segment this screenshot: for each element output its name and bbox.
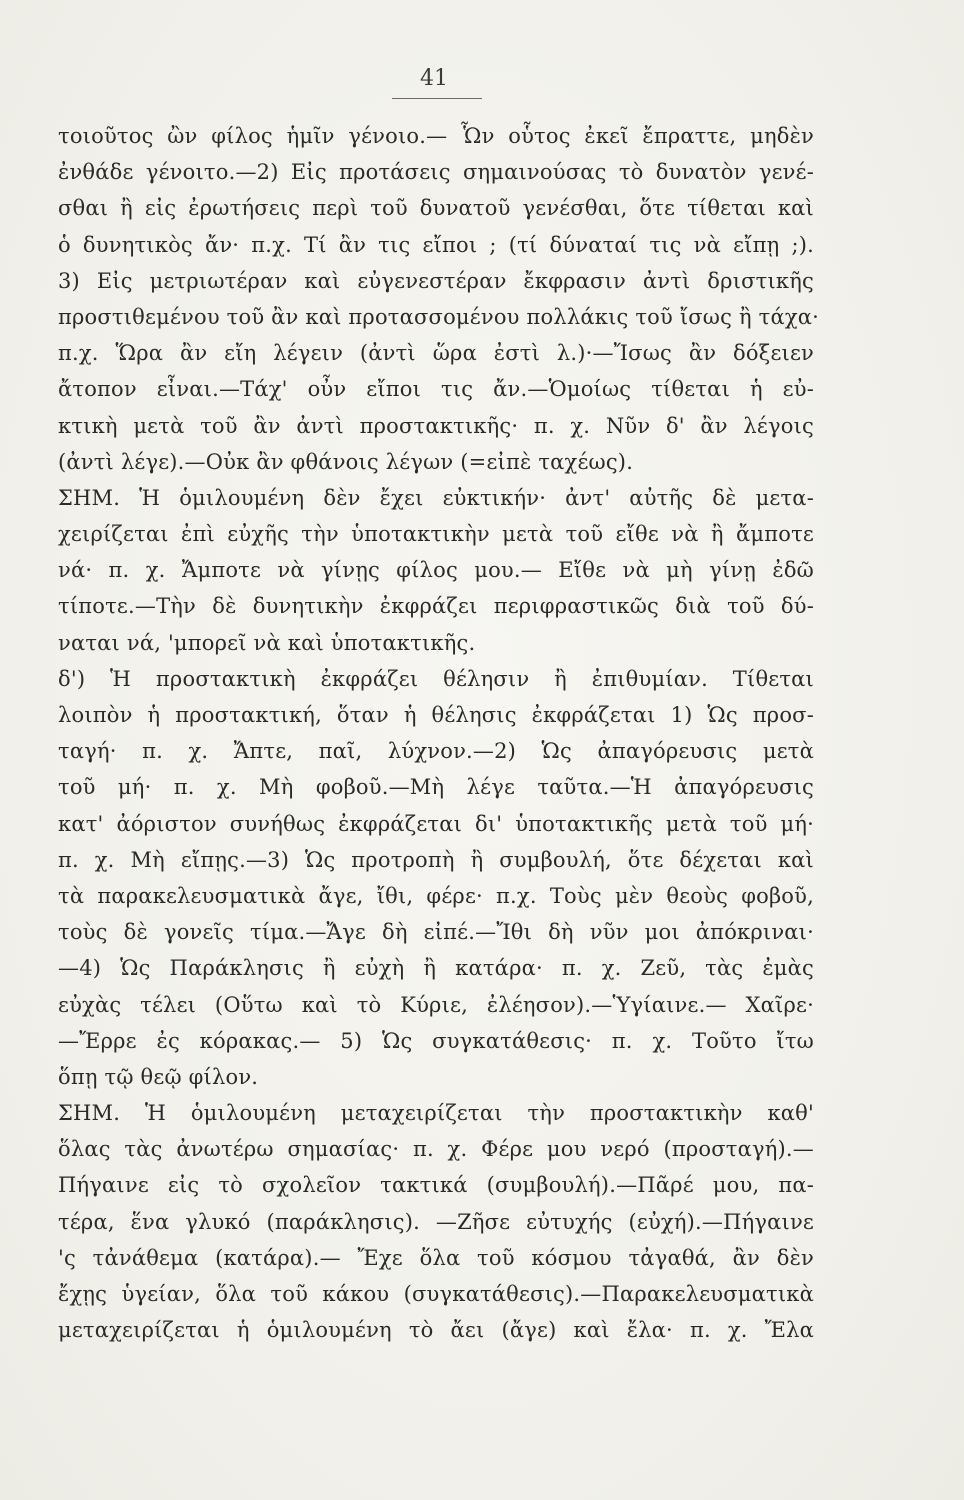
text-line: κτικὴ μετὰ τοῦ ἂν ἀντὶ προστακτικῆς· π. χ. Νῦν δ' ἂν λέγοις: [58, 413, 814, 438]
text-line: ναται νά, 'μπορεῖ νὰ καὶ ὑποτακτικῆς.: [58, 630, 476, 655]
text-line: τοῦ μή· π. χ. Μὴ φοβοῦ.—Μὴ λέγε ταῦτα.—Ἡ ἀπαγόρευσις: [58, 775, 814, 800]
text-line: μεταχειρίζεται ἡ ὁμιλουμένη τὸ ἄει (ἄγε) καὶ ἔλα· π. χ. Ἔλα: [58, 1318, 814, 1343]
text-line: λοιπὸν ἡ προστακτική, ὅταν ἡ θέλησις ἐκφράζεται 1) Ὡς προσ-: [58, 703, 814, 727]
text-line: χειρίζεται ἐπὶ εὐχῆς τὴν ὑποτακτικὴν μετὰ τοῦ εἴθε νὰ ἢ ἄμποτε: [58, 522, 814, 547]
text-line: ἄτοπον εἶναι.—Τάχ' οὖν εἴποι τις ἄν.—Ὁμοίως τίθεται ἡ εὐ-: [58, 377, 814, 402]
text-line: —Ἔρρε ἐς κόρακας.— 5) Ὡς συγκατάθεσις· π. χ. Τοῦτο ἴτω: [58, 1028, 814, 1053]
text-line: ἐνθάδε γένοιτο.—2) Εἰς προτάσεις σημαινούσας τὸ δυνατὸν γενέ-: [58, 160, 814, 185]
text-line: κατ' ἀόριστον συνήθως ἐκφράζεται δι' ὑποτακτικῆς μετὰ τοῦ μή·: [58, 811, 814, 836]
page-number-rule: [392, 98, 482, 99]
text-line: —4) Ὡς Παράκλησις ἢ εὐχὴ ἢ κατάρα· π. χ. Ζεῦ, τὰς ἐμὰς: [58, 956, 814, 981]
text-line: τοιοῦτος ὢν φίλος ἡμῖν γένοιο.— Ὧν οὗτος ἐκεῖ ἔπραττε, μηδὲν: [58, 124, 814, 148]
text-line: (ἀντὶ λέγε).—Οὐκ ἂν φθάνοις λέγων (=εἰπὲ ταχέως).: [58, 449, 634, 474]
text-line: π.χ. Ὥρα ἂν εἴη λέγειν (ἀντὶ ὥρα ἐστὶ λ.)·—Ἴσως ἂν δόξειεν: [58, 341, 814, 366]
text-line: νά· π. χ. Ἄμποτε νὰ γίνῃς φίλος μου.— Εἴθε νὰ μὴ γίνῃ ἐδῶ: [58, 558, 814, 583]
text-line: Πήγαινε εἰς τὸ σχολεῖον τακτικά (συμβουλή).—Πᾶρέ μου, πα-: [58, 1173, 814, 1198]
text-line: ὁ δυνητικὸς ἄν· π.χ. Τί ἂν τις εἴποι ; (τί δύναταί τις νὰ εἴπῃ ;).: [58, 232, 814, 257]
text-line: ἔχῃς ὑγείαν, ὅλα τοῦ κάκου (συγκατάθεσις).—Παρακελευσματικὰ: [58, 1282, 814, 1306]
text-line: δ') Ἡ προστακτικὴ ἐκφράζει θέλησιν ἢ ἐπιθυμίαν. Τίθεται: [58, 666, 814, 691]
text-line: εὐχὰς τέλει (Οὕτω καὶ τὸ Κύριε, ἐλέησον).—Ὑγίαινε.— Χαῖρε·: [58, 992, 814, 1017]
text-line: ὅλας τὰς ἀνωτέρω σημασίας· π. χ. Φέρε μου νερό (προσταγή).—: [58, 1137, 814, 1162]
body-text: [58, 118, 820, 1348]
text-line: ΣΗΜ. Ἡ ὁμιλουμένη δὲν ἔχει εὐκτικήν· ἀντ' αὐτῆς δὲ μετα-: [58, 485, 814, 510]
text-line: τέρα, ἕνα γλυκό (παράκλησις). —Ζῆσε εὐτυχής (εὐχή).—Πήγαινε: [58, 1209, 814, 1234]
text-line: ὅπῃ τῷ θεῷ φίλον.: [58, 1064, 259, 1089]
text-line: π. χ. Μὴ εἴπῃς.—3) Ὡς προτροπὴ ἢ συμβουλή, ὅτε δέχεται καὶ: [58, 847, 814, 872]
page-number: 41: [420, 66, 448, 91]
text-line: τοὺς δὲ γονεῖς τίμα.—Ἄγε δὴ εἰπέ.—Ἴθι δὴ νῦν μοι ἀπόκριναι·: [58, 920, 814, 945]
text-line: προστιθεμένου τοῦ ἂν καὶ προτασσομένου πολλάκις τοῦ ἴσως ἢ τάχα·: [58, 304, 820, 329]
text-line: σθαι ἢ εἰς ἐρωτήσεις περὶ τοῦ δυνατοῦ γενέσθαι, ὅτε τίθεται καὶ: [58, 196, 814, 221]
text-line: ΣΗΜ. Ἡ ὁμιλουμένη μεταχειρίζεται τὴν προστακτικὴν καθ': [58, 1101, 814, 1126]
text-line: 3) Εἰς μετριωτέραν καὶ εὐγενεστέραν ἔκφρασιν ἀντὶ δριστικῆς: [58, 268, 814, 293]
text-line: 'ς τἀνάθεμα (κατάρα).— Ἔχε ὅλα τοῦ κόσμου τἀγαθά, ἂν δὲν: [58, 1245, 814, 1270]
text-line: τίποτε.—Τὴν δὲ δυνητικὴν ἐκφράζει περιφραστικῶς διὰ τοῦ δύ-: [58, 594, 814, 619]
text-line: ταγή· π. χ. Ἄπτε, παῖ, λύχνον.—2) Ὡς ἀπαγόρευσις μετὰ: [58, 739, 814, 764]
text-line: τὰ παρακελευσματικὰ ἄγε, ἴθι, φέρε· π.χ. Τοὺς μὲν θεοὺς φοβοῦ,: [58, 883, 814, 908]
